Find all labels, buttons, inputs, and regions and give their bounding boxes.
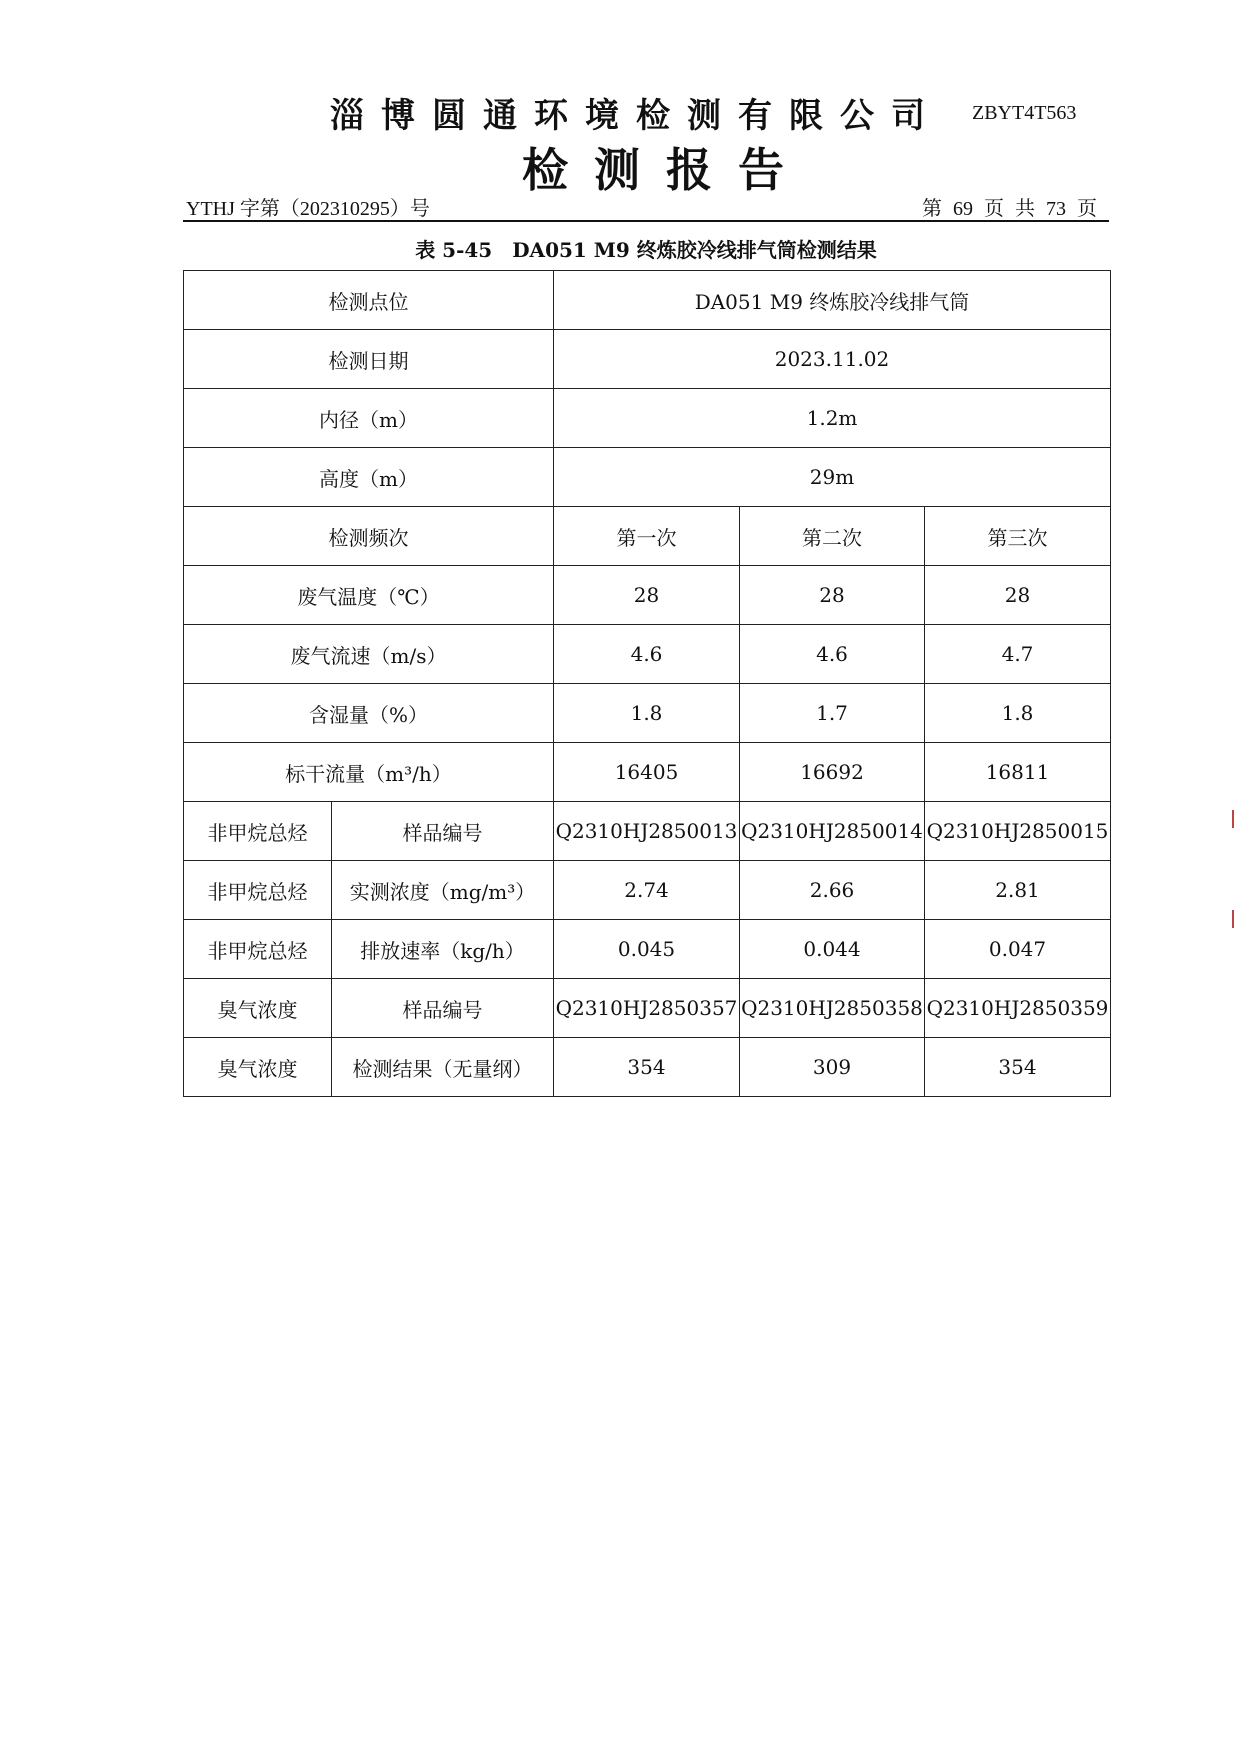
table-row [184, 979, 1111, 1038]
pollutant-name: 臭气浓度 [184, 1038, 332, 1097]
pollutant-value: 354 [554, 1038, 740, 1097]
info-label-height: 高度（m） [184, 448, 554, 507]
measure-label-temperature: 废气温度（℃） [184, 566, 554, 625]
table-row [184, 625, 1111, 684]
table-row [184, 920, 1111, 979]
pollutant-value: Q2310HJ2850359 [925, 979, 1111, 1038]
header-divider [183, 220, 1109, 222]
pollutant-name: 非甲烷总烃 [184, 861, 332, 920]
measure-value: 28 [740, 566, 925, 625]
measure-value: 4.6 [740, 625, 925, 684]
table-title: DA051 M9 终炼胶冷线排气筒检测结果 [512, 238, 877, 262]
pollutant-value: 309 [740, 1038, 925, 1097]
table-number: 表 5-45 [415, 238, 493, 262]
pollutant-value: Q2310HJ2850358 [740, 979, 925, 1038]
measure-label-flow: 标干流量（m³/h） [184, 743, 554, 802]
measure-value: 4.6 [554, 625, 740, 684]
measure-value: 16405 [554, 743, 740, 802]
measure-value: 28 [925, 566, 1111, 625]
pollutant-item: 检测结果（无量纲） [332, 1038, 554, 1097]
pollutant-value: Q2310HJ2850015 [925, 802, 1111, 861]
frequency-2: 第二次 [740, 507, 925, 566]
table-caption [0, 234, 1240, 263]
pollutant-value: 2.81 [925, 861, 1111, 920]
pollutant-value: 0.044 [740, 920, 925, 979]
pollutant-value: Q2310HJ2850357 [554, 979, 740, 1038]
measure-value: 1.7 [740, 684, 925, 743]
table-row [184, 507, 1111, 566]
info-label-location: 检测点位 [184, 271, 554, 330]
seal-edge-mark [1232, 910, 1234, 928]
pollutant-item: 样品编号 [332, 802, 554, 861]
info-value-date: 2023.11.02 [554, 330, 1111, 389]
pollutant-item: 样品编号 [332, 979, 554, 1038]
pollutant-item: 排放速率（kg/h） [332, 920, 554, 979]
seal-edge-mark [1232, 810, 1234, 828]
measure-label-moisture: 含湿量（%） [184, 684, 554, 743]
report-reference: YTHJ 字第（202310295）号 [186, 198, 430, 220]
company-name: 淄博圆通环境检测有限公司 [330, 96, 942, 136]
document-code: ZBYT4T563 [972, 102, 1077, 124]
table-row [184, 861, 1111, 920]
pollutant-name: 非甲烷总烃 [184, 802, 332, 861]
table-row [184, 684, 1111, 743]
pollutant-value: 0.045 [554, 920, 740, 979]
info-label-diameter: 内径（m） [184, 389, 554, 448]
table-row [184, 1038, 1111, 1097]
pollutant-value: Q2310HJ2850013 [554, 802, 740, 861]
frequency-1: 第一次 [554, 507, 740, 566]
frequency-3: 第三次 [925, 507, 1111, 566]
pollutant-value: 2.66 [740, 861, 925, 920]
table-row [184, 271, 1111, 330]
pollutant-value: Q2310HJ2850014 [740, 802, 925, 861]
pollutant-name: 臭气浓度 [184, 979, 332, 1038]
frequency-label: 检测频次 [184, 507, 554, 566]
measure-value: 16692 [740, 743, 925, 802]
pollutant-item: 实测浓度（mg/m³） [332, 861, 554, 920]
measure-value: 28 [554, 566, 740, 625]
info-value-height: 29m [554, 448, 1111, 507]
info-value-diameter: 1.2m [554, 389, 1111, 448]
measure-value: 4.7 [925, 625, 1111, 684]
measure-value: 1.8 [925, 684, 1111, 743]
pollutant-name: 非甲烷总烃 [184, 920, 332, 979]
table-row [184, 802, 1111, 861]
measure-label-velocity: 废气流速（m/s） [184, 625, 554, 684]
table-row [184, 743, 1111, 802]
info-label-date: 检测日期 [184, 330, 554, 389]
measure-value: 16811 [925, 743, 1111, 802]
table-row [184, 448, 1111, 507]
info-value-location: DA051 M9 终炼胶冷线排气筒 [554, 271, 1111, 330]
table-row [184, 389, 1111, 448]
page-number: 第 69 页 共 73 页 [922, 198, 1097, 220]
table-row [184, 566, 1111, 625]
pollutant-value: 354 [925, 1038, 1111, 1097]
measure-value: 1.8 [554, 684, 740, 743]
report-title: 检测报告 [522, 143, 810, 197]
pollutant-value: 0.047 [925, 920, 1111, 979]
pollutant-value: 2.74 [554, 861, 740, 920]
results-table [183, 270, 1111, 1097]
table-row [184, 330, 1111, 389]
